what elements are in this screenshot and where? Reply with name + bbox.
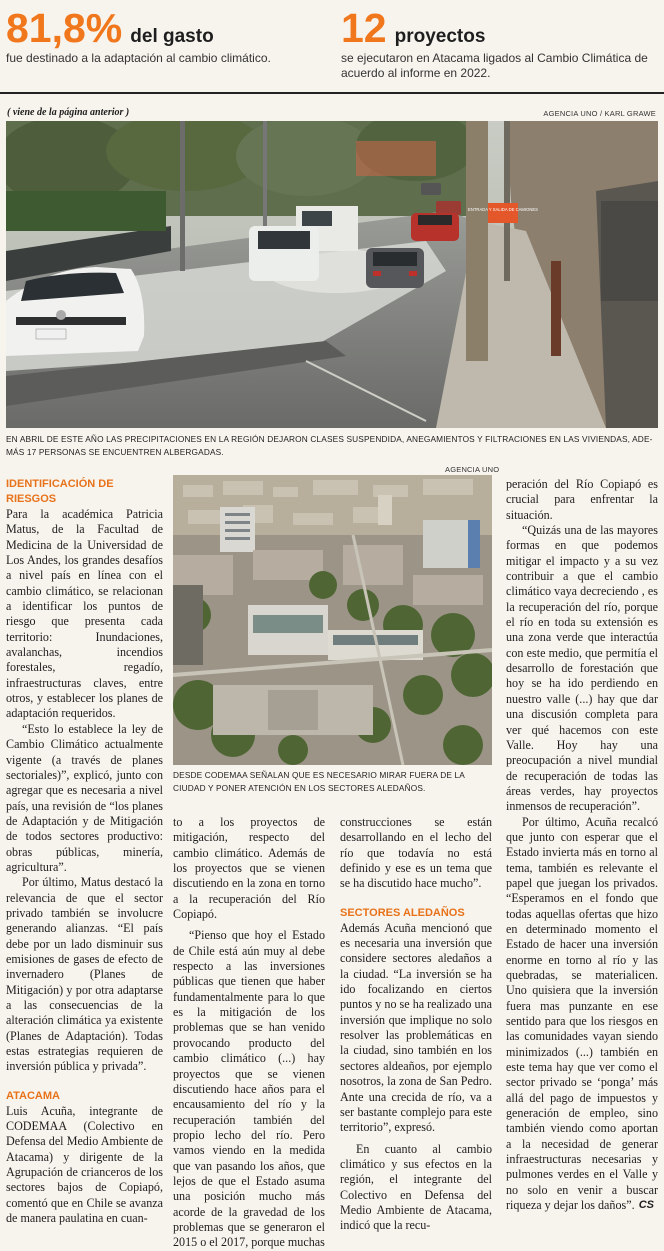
article-column-3	[340, 815, 492, 1234]
stat-left-subtitle: fue destinado a la adaptación al cambio climático.	[6, 51, 271, 65]
article-column-4	[506, 477, 658, 1214]
heading-identificacion-line1: IDENTIFICACIÓN DE	[6, 478, 114, 490]
paragraph: peración del Río Copiapó es crucial para enfrentar la situación.	[506, 477, 658, 522]
paragraph: “Esto lo establece la ley de Cambio Climático actualmente vigente (a través de planes sectoriales)”, explicó, junto con agregar que es necesaria a nivel país, una revisión de “los planes de Adaptación y de Mitigación de todos sectores productivo: obras públicas, minería, agricultura”.	[6, 721, 163, 874]
heading-atacama: ATACAMA	[6, 1089, 60, 1102]
end-mark: CS	[638, 1199, 654, 1211]
photo2-credit: AGENCIA UNO	[445, 465, 500, 474]
paragraph: “Quizás una de las mayores formas en que podemos mitigar el impacto y a su vez contribuir a que el cambio climático vaya decreciendo , es la recuperación del río, porque el río en toda su extensión es una zona verde que interactúa con este medio, que permitía el desarrollo de forestación que hoy se ha ido perdiendo en nuestro valle (...) hay que dar una discusión completa para ver qué hacemos con este Valle. Hoy hay una preocupación a nivel mundial de recuperación de todas las áreas verdes, hay proyectos inmensos de recuperación”.	[506, 523, 658, 814]
article-column-1	[6, 477, 163, 1226]
heading-identificacion-line2: RIESGOS	[6, 493, 57, 505]
paragraph: Además Acuña mencionó que es necesaria una inversión que considere sectores aledaños a la ciudad. “La inversión se ha ido focalizando en ciertos puntos y no se ha realizado una inversión que implique no solo resolver las problemáticas en la ciudad, sino también en los sectores aldeaños, por ejemplo nosotros, la zona de San Pedro. Ante una crecida de río, va a ser bastante complejo para este territorio”, expresó.	[340, 920, 492, 1135]
photo1-caption-line1: EN ABRIL DE ESTE AÑO LAS PRECIPITACIONES EN LA REGIÓN DEJARON CLASES SUSPENDIDA, ANEGAMIENTOS Y FILTRACIONES EN LAS VIVIENDAS, ADE-	[6, 434, 653, 444]
paragraph: construcciones se están desarrollando en el lecho del río que todavía no está definido y ese es un tema que se ha discutido hace mucho”.	[340, 815, 492, 891]
stat-right	[341, 5, 661, 81]
paragraph: En cuanto al cambio climático y sus efectos en la región, el integrante del Colectivo en Defensa del Medio Ambiente de Atacama, indicó que la recu-	[340, 1141, 492, 1233]
stat-right-subtitle-line1: se ejecutaron en Atacama ligados al Cambio Climática de	[341, 51, 648, 65]
paragraph: Por último, Acuña recalcó que junto con esperar que el Estado invierta más en torno al tema, también es relevante el papel que juegan los privados. “Esperamos en el fondo que todas aquellas ofertas que hizo en determinado momento el Estado de hacer una inversión enorme en torno al río y las quebradas, se materialicen. Uno quisiera que la inversión fuera mas punzante en ese sentido para que los riesgos en las comunidades vayan siendo minimizados (...) también en este tema hay que ver como el sector privado se ‘ponga’ más allá del pago de impuestos y generación de empleo, sino también viendo como aportan a la necesidad de generar infraestructuras necesarias y pulmones verdes en el Valle y no solo en venir a buscar riqueza y dejar los daños”.	[506, 814, 658, 1213]
photo2-caption-line1: DESDE CODEMAA SEÑALAN QUE ES NECESARIO MIRAR FUERA DE LA	[173, 770, 465, 780]
continued-note: ( viene de la página anterior )	[7, 107, 130, 118]
stat-left	[6, 5, 326, 66]
paragraph: “Pienso que hoy el Estado de Chile está aún muy al debe respecto a las inversiones públicas que tienen que haber fundamentalmente para lo que es la mitigación de los problemas que se han venido provocando producto del cambio climático (...) hay proyectos que se vienen discutiendo hace años para el encausamiento del río y la recuperación también del propio lecho del río. Pero vamos viendo en la medida que van pasando los años, que lejos de que el Estado asuma una posición mucho más acorde de la gravedad de los problemas que se generaron el 2015 o el 2017, porque muchas	[173, 928, 325, 1250]
paragraph: Por último, Matus destacó la relevancia de que el sector privado también se involucre generando alianzas. “El país debe por un lado disminuir sus emisiones de gases de efecto de invernadero (Planes de Mitigación) y por otra adaptarse a las consecuencias de la alteración climática ya existente (Planes de Adaptación). Todas estas estrategias requieren de inversión pública y privada”.	[6, 875, 163, 1074]
paragraph: to a los proyectos de mitigación, respecto del cambio climático. Además de los proyectos que se vienen discutiendo en la zona en torno a la recuperación del Río Copiapó.	[173, 815, 325, 922]
stat-left-word: del gasto	[130, 26, 214, 47]
stat-right-number: 12	[341, 5, 387, 51]
paragraph: Luis Acuña, integrante de CODEMAA (Colectivo en Defensa del Medio Ambiente de Atacama) y dirigente de la Agrupación de crianceros de los sectores bajos de Copiapó, comentó que en Chile se avanza de manera paulatina en cuan-	[6, 1103, 163, 1226]
paragraph: Para la académica Patricia Matus, de la Facultad de Medicina de la Universidad de Los Andes, los grandes desafíos a nivel país en línea con el cambio climático, se relacionan a identificar los puntos de riesgo que presenta cada territorio: Inundaciones, avalanchas, incendios forestales, regadío, infraestructuras claves, entre otros, y establecer los planes de adaptación requeridos.	[6, 507, 163, 721]
photo-aerial-city	[173, 475, 492, 765]
article-column-2	[173, 815, 325, 1251]
heading-sectores-aledanos: SECTORES ALEDAÑOS	[340, 906, 465, 919]
street-sign: ENTRADA Y SALIDA DE CAMIONES	[468, 207, 538, 212]
stat-left-number: 81,8%	[6, 5, 123, 51]
stat-right-subtitle-line2: acuerdo al informe en 2022.	[341, 66, 491, 80]
photo2-caption-line2: CIUDAD Y PONER ATENCIÓN EN LOS SECTORES ALEDAÑOS.	[173, 783, 426, 793]
photo1-credit: AGENCIA UNO / KARL GRAWE	[543, 109, 656, 118]
photo-flooded-street	[6, 121, 658, 428]
photo1-caption-line2: MÁS 17 PERSONAS SE ENCUENTREN ALBERGADAS.	[6, 447, 224, 457]
stat-right-word: proyectos	[394, 26, 486, 47]
top-divider	[0, 92, 664, 94]
